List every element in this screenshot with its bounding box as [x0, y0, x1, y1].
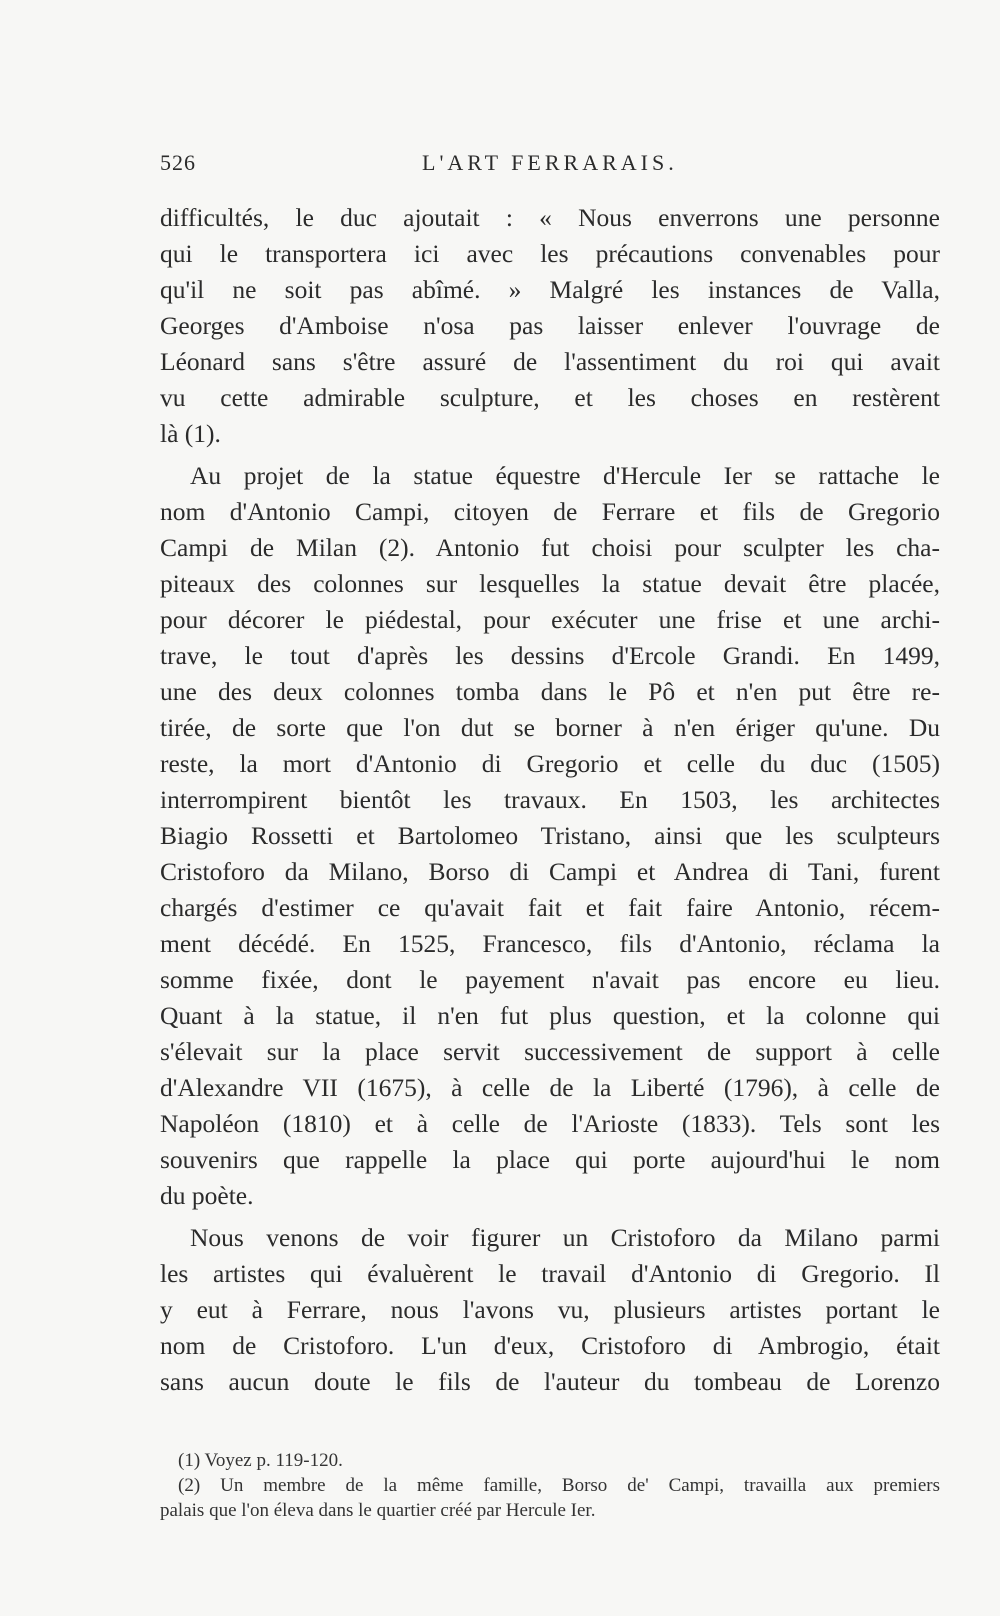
text-line: interrompirent bientôt les travaux. En 1503, les architectes: [160, 785, 940, 814]
footnote-1: (1) Voyez p. 119-120.: [178, 1450, 343, 1471]
text-line: nom de Cristoforo. L'un d'eux, Cristoforo di Ambrogio, était: [160, 1331, 940, 1360]
text-line: tirée, de sorte que l'on dut se borner à n'en ériger qu'une. Du: [160, 713, 940, 742]
text-line: difficultés, le duc ajoutait : « Nous enverrons une personne: [160, 203, 940, 232]
text-line: sans aucun doute le fils de l'auteur du tombeau de Lorenzo: [160, 1367, 940, 1396]
text-line: Nous venons de voir figurer un Cristoforo da Milano parmi: [190, 1223, 940, 1252]
text-line: une des deux colonnes tomba dans le Pô et n'en put être re-: [160, 677, 940, 706]
text-line: les artistes qui évaluèrent le travail d'Antonio di Gregorio. Il: [160, 1259, 940, 1288]
text-line: d'Alexandre VII (1675), à celle de la Liberté (1796), à celle de: [160, 1073, 940, 1102]
text-line: du poète.: [160, 1181, 254, 1210]
text-line: nom d'Antonio Campi, citoyen de Ferrare et fils de Gregorio: [160, 497, 940, 526]
footnote-2: (2) Un membre de la même famille, Borso de' Campi, travailla aux premiers: [178, 1475, 940, 1496]
text-line: qui le transportera ici avec les précautions convenables pour: [160, 239, 940, 268]
page-number: 526: [160, 150, 196, 175]
text-line: trave, le tout d'après les dessins d'Ercole Grandi. En 1499,: [160, 641, 940, 670]
body-text: [160, 200, 940, 1400]
footnote-2-continued: palais que l'on éleva dans le quartier créé par Hercule Ier.: [160, 1500, 596, 1521]
text-line: reste, la mort d'Antonio di Gregorio et celle du duc (1505): [160, 749, 940, 778]
text-line: Léonard sans s'être assuré de l'assentiment du roi qui avait: [160, 347, 940, 376]
running-head: [160, 150, 940, 180]
text-line: somme fixée, dont le payement n'avait pas encore eu lieu.: [160, 965, 940, 994]
text-line: Napoléon (1810) et à celle de l'Arioste (1833). Tels sont les: [160, 1109, 940, 1138]
text-line: Au projet de la statue équestre d'Hercule Ier se rattache le: [190, 461, 940, 490]
text-line: chargés d'estimer ce qu'avait fait et fait faire Antonio, récem-: [160, 893, 940, 922]
text-line: Biagio Rossetti et Bartolomeo Tristano, ainsi que les sculpteurs: [160, 821, 940, 850]
text-line: souvenirs que rappelle la place qui porte aujourd'hui le nom: [160, 1145, 940, 1174]
text-line: Campi de Milan (2). Antonio fut choisi pour sculpter les cha-: [160, 533, 940, 562]
text-line: piteaux des colonnes sur lesquelles la statue devait être placée,: [160, 569, 940, 598]
text-line: pour décorer le piédestal, pour exécuter une frise et une archi-: [160, 605, 940, 634]
text-line: Cristoforo da Milano, Borso di Campi et Andrea di Tani, furent: [160, 857, 940, 886]
text-line: vu cette admirable sculpture, et les choses en restèrent: [160, 383, 940, 412]
text-line: là (1).: [160, 419, 221, 448]
text-line: s'élevait sur la place servit successivement de support à celle: [160, 1037, 940, 1066]
text-line: qu'il ne soit pas abîmé. » Malgré les instances de Valla,: [160, 275, 940, 304]
running-title: L'ART FERRARAIS.: [422, 150, 678, 175]
text-line: Quant à la statue, il n'en fut plus question, et la colonne qui: [160, 1001, 940, 1030]
text-line: y eut à Ferrare, nous l'avons vu, plusieurs artistes portant le: [160, 1295, 940, 1324]
footnotes: [160, 1448, 940, 1523]
text-line: Georges d'Amboise n'osa pas laisser enlever l'ouvrage de: [160, 311, 940, 340]
text-line: ment décédé. En 1525, Francesco, fils d'Antonio, réclama la: [160, 929, 940, 958]
